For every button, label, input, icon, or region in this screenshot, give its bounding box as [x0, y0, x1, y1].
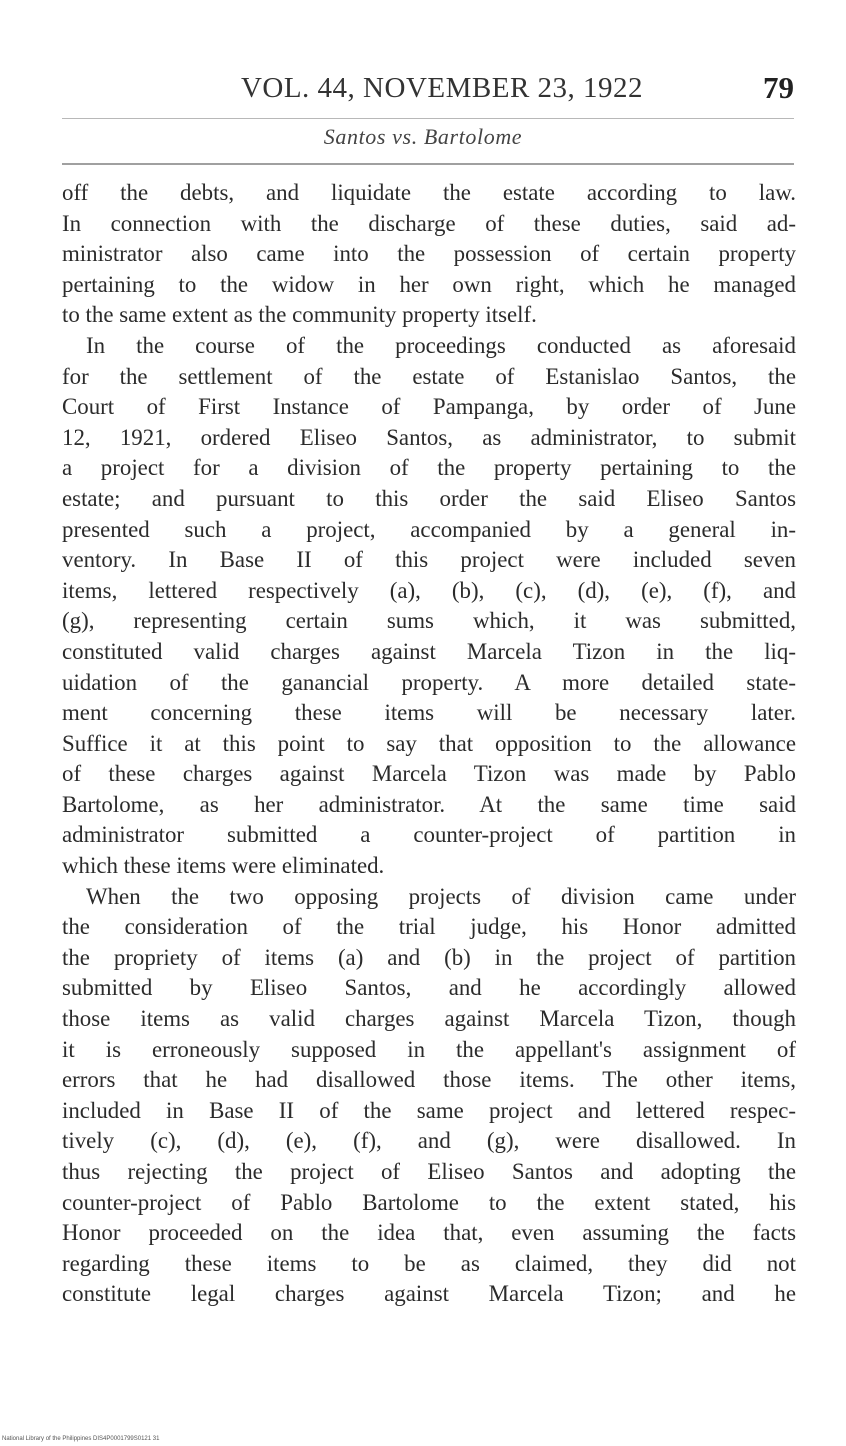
text-line: thus rejecting the project of Eliseo Santos and adopting the	[62, 1159, 796, 1184]
text-line: Court of First Instance of Pampanga, by order of June	[62, 394, 796, 420]
text-line: When the two opposing projects of division came under	[86, 883, 796, 909]
text-line: administrator submitted a counter-project of partition in	[62, 822, 796, 848]
text-line: items, lettered respectively (a), (b), (c), (d), (e), (f), and	[62, 577, 796, 603]
text-line: constitute legal charges against Marcela Tizon; and he	[62, 1281, 796, 1307]
text-line: it is erroneously supposed in the appellant's assignment of	[62, 1036, 796, 1062]
case-title-rule	[62, 163, 794, 165]
text-line: submitted by Eliseo Santos, and he accordingly allowed	[62, 975, 796, 1001]
text-line: 12, 1921, ordered Eliseo Santos, as administrator, to submit	[62, 424, 796, 450]
text-line: which these items were eliminated.	[62, 853, 385, 879]
text-line: for the settlement of the estate of Estanislao Santos, the	[62, 363, 796, 389]
body-text	[62, 178, 796, 1310]
text-line: regarding these items to be as claimed, they did not	[62, 1250, 796, 1276]
text-line: to the same extent as the community property itself.	[62, 302, 537, 328]
text-line: pertaining to the widow in her own right, which he managed	[62, 271, 796, 297]
text-line: (g), representing certain sums which, it was submitted,	[62, 608, 796, 634]
running-head: VOL. 44, NOVEMBER 23, 1922	[240, 72, 644, 104]
text-line: ment concerning these items will be necessary later.	[62, 700, 796, 726]
text-line: included in Base II of the same project and lettered respec-	[62, 1097, 796, 1123]
text-line: Honor proceeded on the idea that, even assuming the facts	[62, 1220, 796, 1246]
text-line: errors that he had disallowed those items. The other items,	[62, 1067, 796, 1093]
text-line: uidation of the ganancial property. A more detailed state-	[62, 669, 796, 695]
paragraph-3	[62, 882, 796, 1310]
case-title: Santos vs. Bartolome	[323, 124, 523, 149]
text-line: Bartolome, as her administrator. At the same time said	[62, 791, 796, 817]
page-number: 79	[763, 70, 794, 105]
library-stamp: National Library of the Philippines DIS4P0001799S0121 31	[2, 1436, 160, 1442]
text-line: a project for a division of the property pertaining to the	[62, 455, 796, 481]
text-line: those items as valid charges against Marcela Tizon, though	[62, 1006, 796, 1032]
text-line: the consideration of the trial judge, his Honor admitted	[62, 914, 796, 940]
text-line: of these charges against Marcela Tizon was made by Pablo	[62, 761, 796, 787]
text-line: counter-project of Pablo Bartolome to the extent stated, his	[62, 1189, 796, 1215]
header-rule	[62, 118, 794, 119]
text-line: ventory. In Base II of this project were included seven	[62, 547, 796, 573]
text-line: Suffice it at this point to say that opposition to the allowance	[62, 730, 796, 756]
text-line: constituted valid charges against Marcela Tizon in the liq-	[62, 638, 796, 664]
text-line: presented such a project, accompanied by a general in-	[62, 516, 796, 542]
paragraph-1	[62, 178, 796, 331]
text-line: ministrator also came into the possession of certain property	[62, 241, 796, 267]
text-line: In connection with the discharge of these duties, said ad-	[62, 210, 796, 236]
text-line: estate; and pursuant to this order the said Eliseo Santos	[62, 485, 796, 511]
text-line: In the course of the proceedings conducted as aforesaid	[86, 332, 796, 358]
text-line: the propriety of items (a) and (b) in the project of partition	[62, 944, 796, 970]
text-line: off the debts, and liquidate the estate according to law.	[62, 180, 796, 205]
text-line: tively (c), (d), (e), (f), and (g), were disallowed. In	[62, 1128, 796, 1154]
paragraph-2	[62, 331, 796, 882]
